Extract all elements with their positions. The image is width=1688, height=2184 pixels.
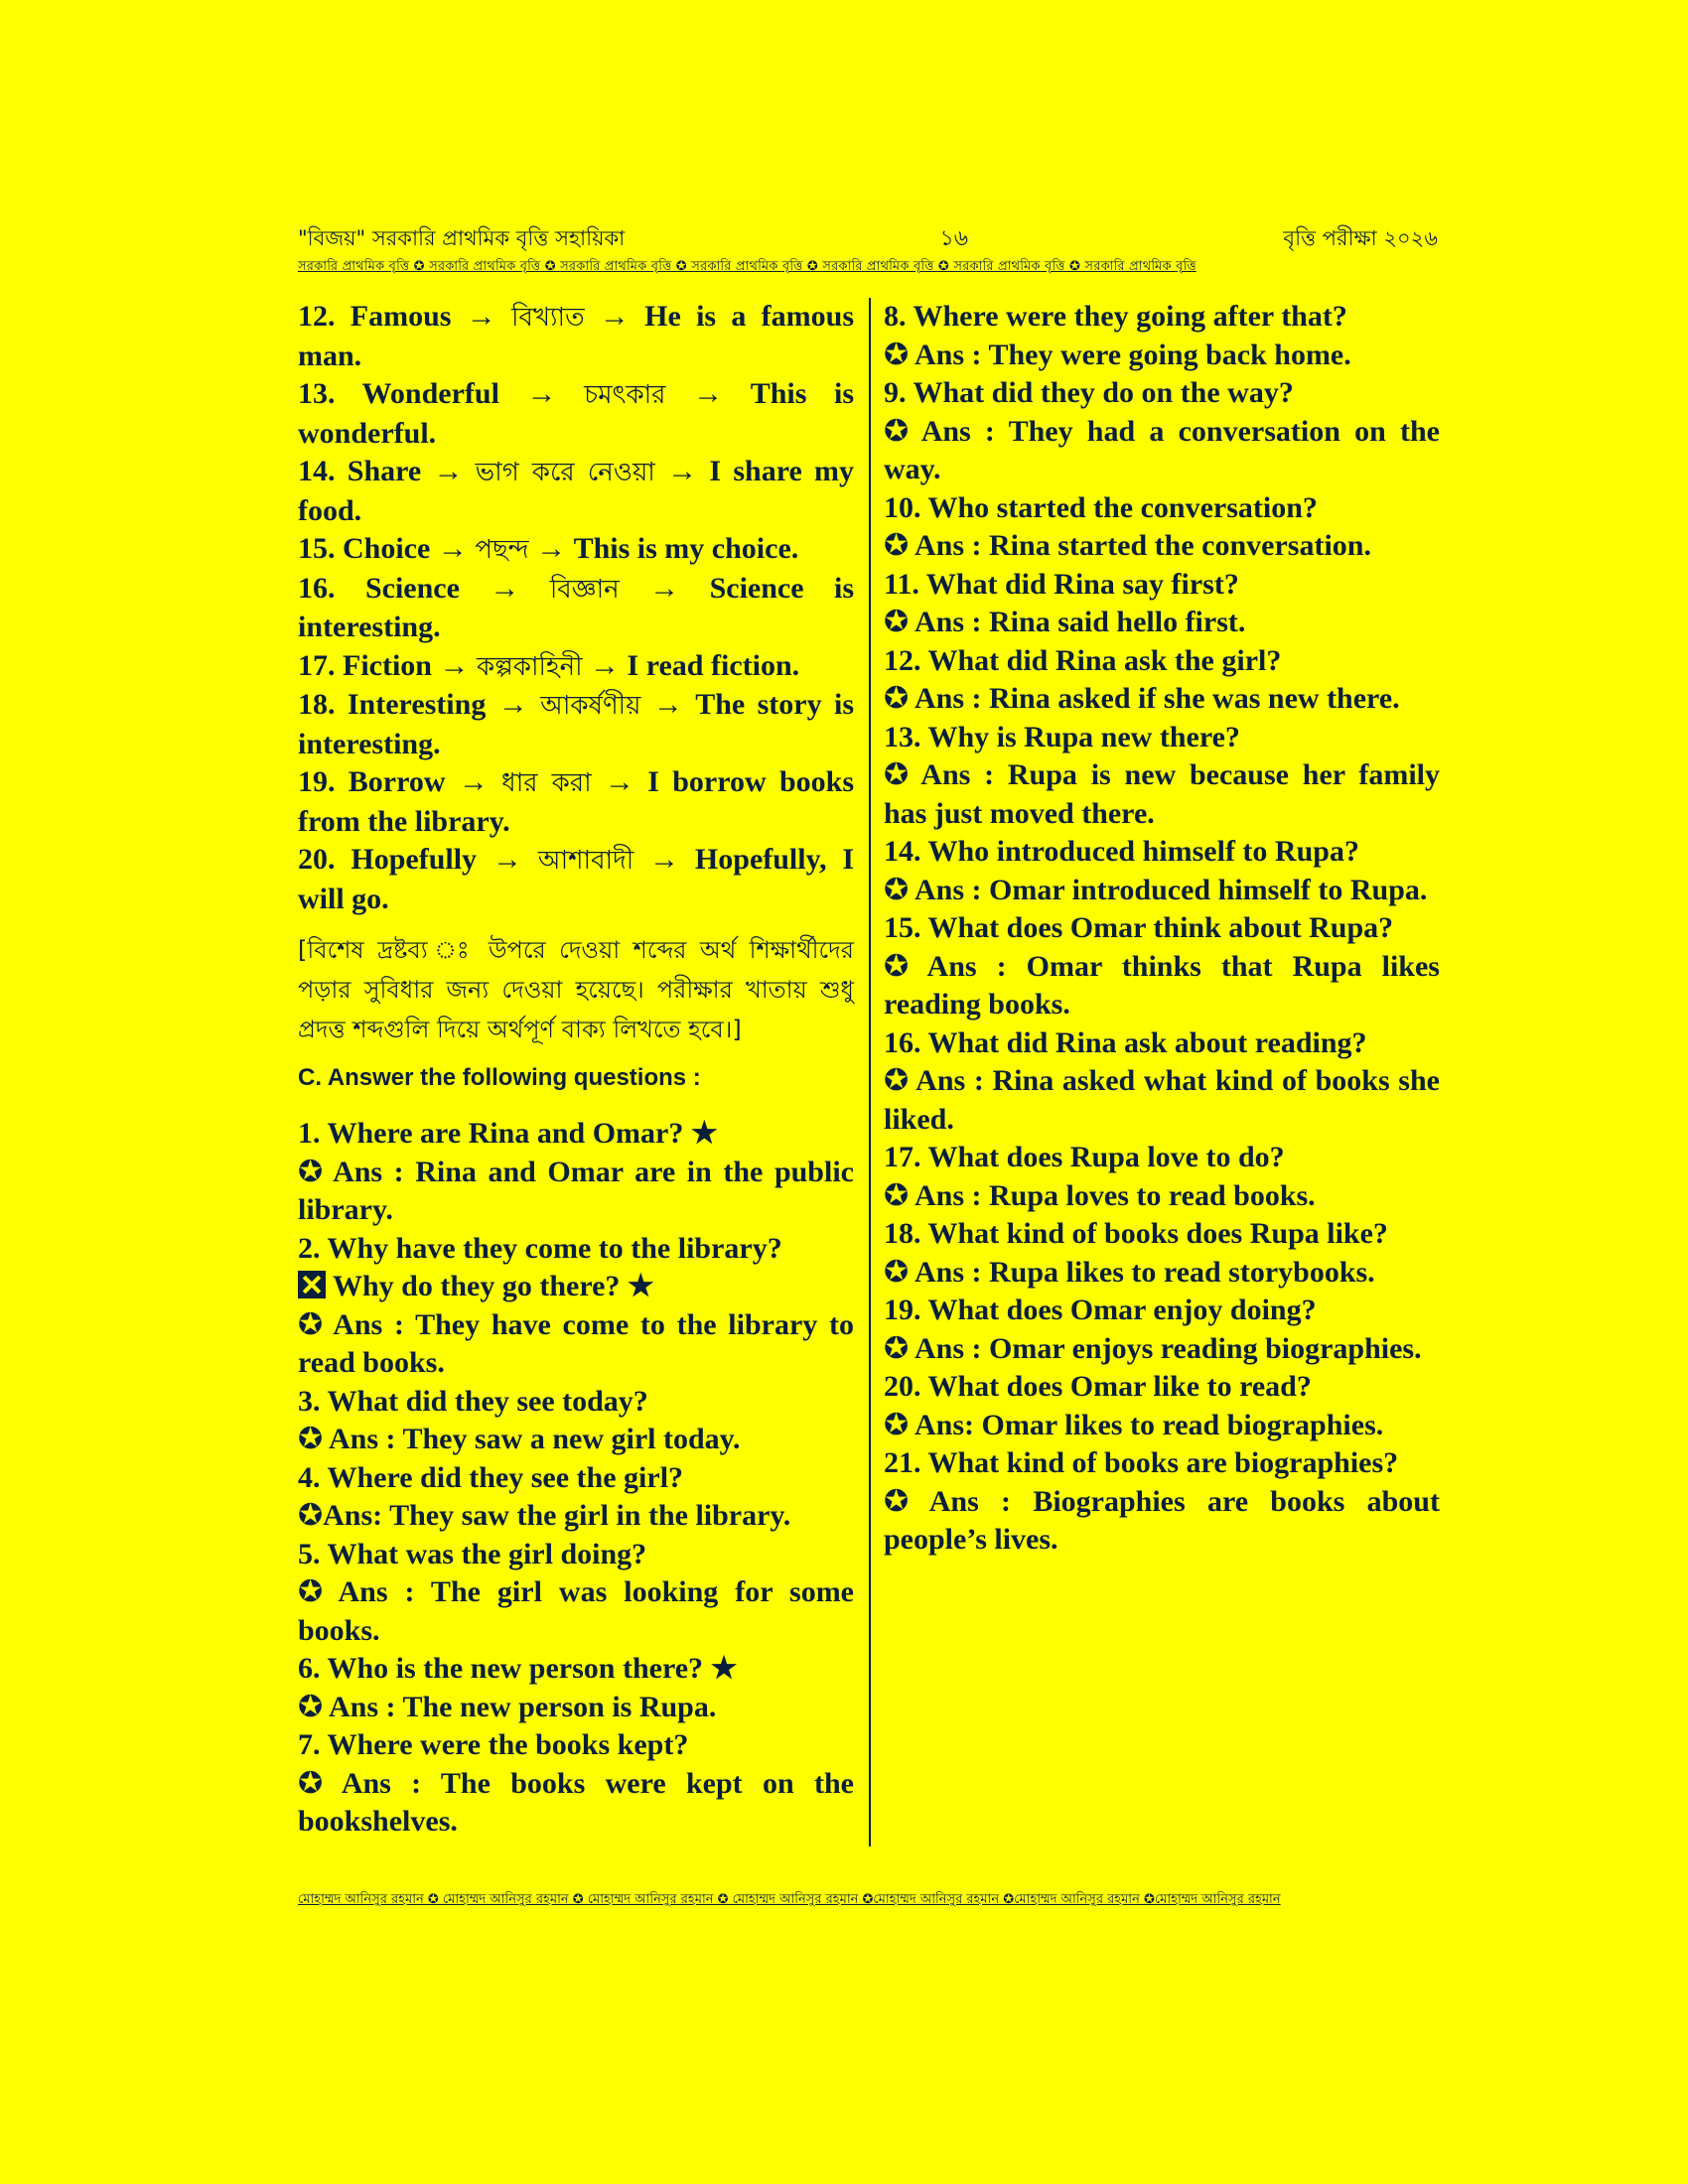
answer-21: ✪ Ans : Biographies are books about people’s lives.	[884, 1483, 1440, 1556]
star-bullet-icon: ✪	[298, 1765, 324, 1801]
answer-11: ✪ Ans : Rina said hello first.	[884, 605, 1246, 639]
board-exam-icon	[298, 1271, 326, 1298]
arrow-icon: →	[466, 300, 496, 333]
arrow-icon: →	[492, 843, 522, 876]
arrow-icon: →	[536, 532, 567, 565]
arrow-icon: →	[649, 571, 680, 605]
vocab-item: 17. Fiction → কল্পকাহিনী → I read fiction.	[298, 648, 800, 682]
answer-13: ✪ Ans : Rupa is new because her family has just moved there.	[884, 757, 1440, 830]
star-bullet-icon: ✪	[884, 948, 910, 984]
question-6: 6. Who is the new person there? ★	[298, 1652, 738, 1685]
arrow-icon: →	[604, 765, 634, 798]
question-2: 2. Why have they come to the library?	[298, 1231, 782, 1265]
answer-14: ✪ Ans : Omar introduced himself to Rupa.	[884, 872, 1428, 907]
answer-12: ✪ Ans : Rina asked if she was new there.	[884, 681, 1400, 716]
star-bullet-icon: ✪	[298, 1498, 324, 1533]
answer-10: ✪ Ans : Rina started the conversation.	[884, 528, 1371, 563]
star-bullet-icon: ✪	[298, 1422, 324, 1456]
answer-8: ✪ Ans : They were going back home.	[884, 337, 1351, 372]
question-2-alt: Why do they go there? ★	[298, 1268, 854, 1306]
arrow-icon: →	[649, 843, 680, 876]
page-number: ১৬	[939, 226, 969, 251]
exam-title: বৃত্তি পরীক্ষা ২০২৬	[1283, 226, 1438, 250]
star-bullet-icon: ✪	[298, 1574, 324, 1609]
answer-3: ✪ Ans : They saw a new girl today.	[298, 1422, 741, 1456]
arrow-icon: →	[526, 377, 557, 410]
vocab-item: 14. Share → ভাগ করে নেওয়া → I share my food.	[298, 455, 855, 527]
arrow-icon: →	[437, 532, 468, 565]
star-bullet-icon: ✪	[298, 1306, 324, 1342]
arrow-icon: →	[693, 377, 724, 410]
book-title: "বিজয়" সরকারি প্রাথমিক বৃত্তি সহায়িকা	[298, 226, 626, 250]
question-8: 8. Where were they going after that?	[884, 300, 1347, 333]
arrow-icon: →	[433, 455, 464, 487]
arrow-icon: →	[497, 688, 528, 721]
vocab-item: 13. Wonderful → চমৎকার → This is wonderful.	[298, 377, 854, 450]
star-icon: ★	[627, 1270, 654, 1302]
vocab-item: 20. Hopefully → আশাবাদী → Hopefully, I will go.	[298, 843, 854, 915]
left-column	[298, 298, 854, 1842]
answer-17: ✪ Ans : Rupa loves to read books.	[884, 1177, 1316, 1213]
question-1: 1. Where are Rina and Omar? ★	[298, 1117, 718, 1150]
question-15: 15. What does Omar think about Rupa?	[884, 911, 1394, 944]
question-5: 5. What was the girl doing?	[298, 1537, 647, 1570]
header-row	[298, 224, 1438, 253]
vocab-item: 16. Science → বিজ্ঞান → Science is interesting.	[298, 571, 855, 643]
answer-19: ✪ Ans : Omar enjoys reading biographies.	[884, 1330, 1422, 1366]
column-divider	[869, 298, 871, 1846]
arrow-icon: →	[652, 688, 683, 721]
star-bullet-icon: ✪	[884, 413, 910, 449]
star-bullet-icon: ✪	[884, 1254, 910, 1290]
star-bullet-icon: ✪	[884, 1063, 910, 1098]
answer-2: ✪ Ans : They have come to the library to read books.	[298, 1306, 854, 1379]
question-12: 12. What did Rina ask the girl?	[884, 643, 1282, 677]
two-column-body	[298, 298, 1438, 1846]
star-bullet-icon: ✪	[884, 1483, 910, 1519]
question-10: 10. Who started the conversation?	[884, 490, 1318, 524]
star-bullet-icon: ✪	[884, 1407, 910, 1442]
vocab-item: 19. Borrow → ধার করা → I borrow books from the library.	[298, 765, 855, 838]
star-bullet-icon: ✪	[884, 337, 910, 372]
arrow-icon: →	[458, 765, 489, 798]
question-13: 13. Why is Rupa new there?	[884, 720, 1240, 753]
star-bullet-icon: ✪	[298, 1154, 324, 1189]
star-bullet-icon: ✪	[884, 1330, 910, 1366]
page-footer: মোহাম্মদ আনিসুর রহমান ✪ মোহাম্মদ আনিসুর রহমান ✪ মোহাম্মদ আনিসুর রহমান ✪ মোহাম্মদ আনিসুর রহমান ✪মোহাম্মদ আনিসুর রহমান ✪মোহাম্মদ আনিসুর রহমান ✪মোহাম্মদ আনিসুর রহমান	[298, 1892, 1281, 1907]
arrow-icon: →	[490, 571, 520, 605]
star-bullet-icon: ✪	[884, 681, 910, 716]
header-strip: সরকারি প্রাথমিক বৃত্তি ✪ সরকারি প্রাথমিক বৃত্তি ✪ সরকারি প্রাথমিক বৃত্তি ✪ সরকারি প্রাথমিক বৃত্তি ✪ সরকারি প্রাথমিক বৃত্তি ✪ সরকারি প্রাথমিক বৃত্তি ✪ সরকারি প্রাথমিক বৃত্তি	[298, 259, 1196, 274]
question-3: 3. What did they see today?	[298, 1384, 648, 1418]
vocab-item: 18. Interesting → আকর্ষণীয় → The story is interesting.	[298, 688, 855, 760]
star-bullet-icon: ✪	[884, 872, 910, 907]
answer-20: ✪ Ans: Omar likes to read biographies.	[884, 1407, 1384, 1442]
question-18: 18. What kind of books does Rupa like?	[884, 1217, 1388, 1250]
arrow-icon: →	[667, 455, 698, 487]
arrow-icon: →	[439, 648, 470, 682]
star-icon: ★	[710, 1652, 738, 1685]
question-20: 20. What does Omar like to read?	[884, 1370, 1312, 1403]
question-14: 14. Who introduced himself to Rupa?	[884, 835, 1359, 868]
star-bullet-icon: ✪	[884, 528, 910, 563]
star-icon: ★	[690, 1117, 718, 1150]
question-17: 17. What does Rupa love to do?	[884, 1141, 1285, 1173]
answer-1: ✪ Ans : Rina and Omar are in the public library.	[298, 1154, 854, 1226]
question-16: 16. What did Rina ask about reading?	[884, 1025, 1367, 1059]
star-bullet-icon: ✪	[884, 757, 910, 792]
question-21: 21. What kind of books are biographies?	[884, 1446, 1399, 1479]
question-11: 11. What did Rina say first?	[884, 567, 1239, 601]
question-19: 19. What does Omar enjoy doing?	[884, 1294, 1317, 1326]
arrow-icon: →	[599, 300, 630, 333]
answer-16: ✪ Ans : Rina asked what kind of books she liked.	[884, 1063, 1440, 1136]
star-bullet-icon: ✪	[884, 1177, 910, 1213]
question-4: 4. Where did they see the girl?	[298, 1460, 684, 1494]
answer-4: ✪Ans: They saw the girl in the library.	[298, 1498, 791, 1533]
section-title: C. Answer the following questions :	[298, 1064, 701, 1091]
question-9: 9. What did they do on the way?	[884, 376, 1294, 409]
vocab-item: 12. Famous → বিখ্যাত → He is a famous man.	[298, 300, 855, 372]
star-bullet-icon: ✪	[298, 1689, 324, 1724]
answer-5: ✪ Ans : The girl was looking for some books.	[298, 1574, 854, 1647]
answer-9: ✪ Ans : They had a conversation on the way.	[884, 413, 1440, 485]
vocab-item: 15. Choice → পছন্দ → This is my choice.	[298, 532, 799, 565]
page-header	[298, 224, 1438, 278]
answer-6: ✪ Ans : The new person is Rupa.	[298, 1689, 717, 1724]
question-7: 7. Where were the books kept?	[298, 1728, 689, 1761]
vocab-list	[298, 298, 854, 918]
answer-18: ✪ Ans : Rupa likes to read storybooks.	[884, 1254, 1375, 1290]
answer-7: ✪ Ans : The books were kept on the bookshelves.	[298, 1765, 854, 1838]
answer-15: ✪ Ans : Omar thinks that Rupa likes reading books.	[884, 948, 1440, 1021]
note-paragraph: [বিশেষ দ্রষ্টব্য ঃ উপরে দেওয়া শব্দের অর্থ শিক্ষার্থীদের পড়ার সুবিধার জন্য দেওয়া হয়েছে। পরীক্ষার খাতায় শুধু প্রদত্ত শব্দগুলি দিয়ে অর্থপূর্ণ বাক্য লিখতে হবে।]	[298, 936, 854, 1043]
arrow-icon: →	[590, 648, 621, 682]
right-column	[884, 298, 1440, 1560]
star-bullet-icon: ✪	[884, 605, 910, 639]
